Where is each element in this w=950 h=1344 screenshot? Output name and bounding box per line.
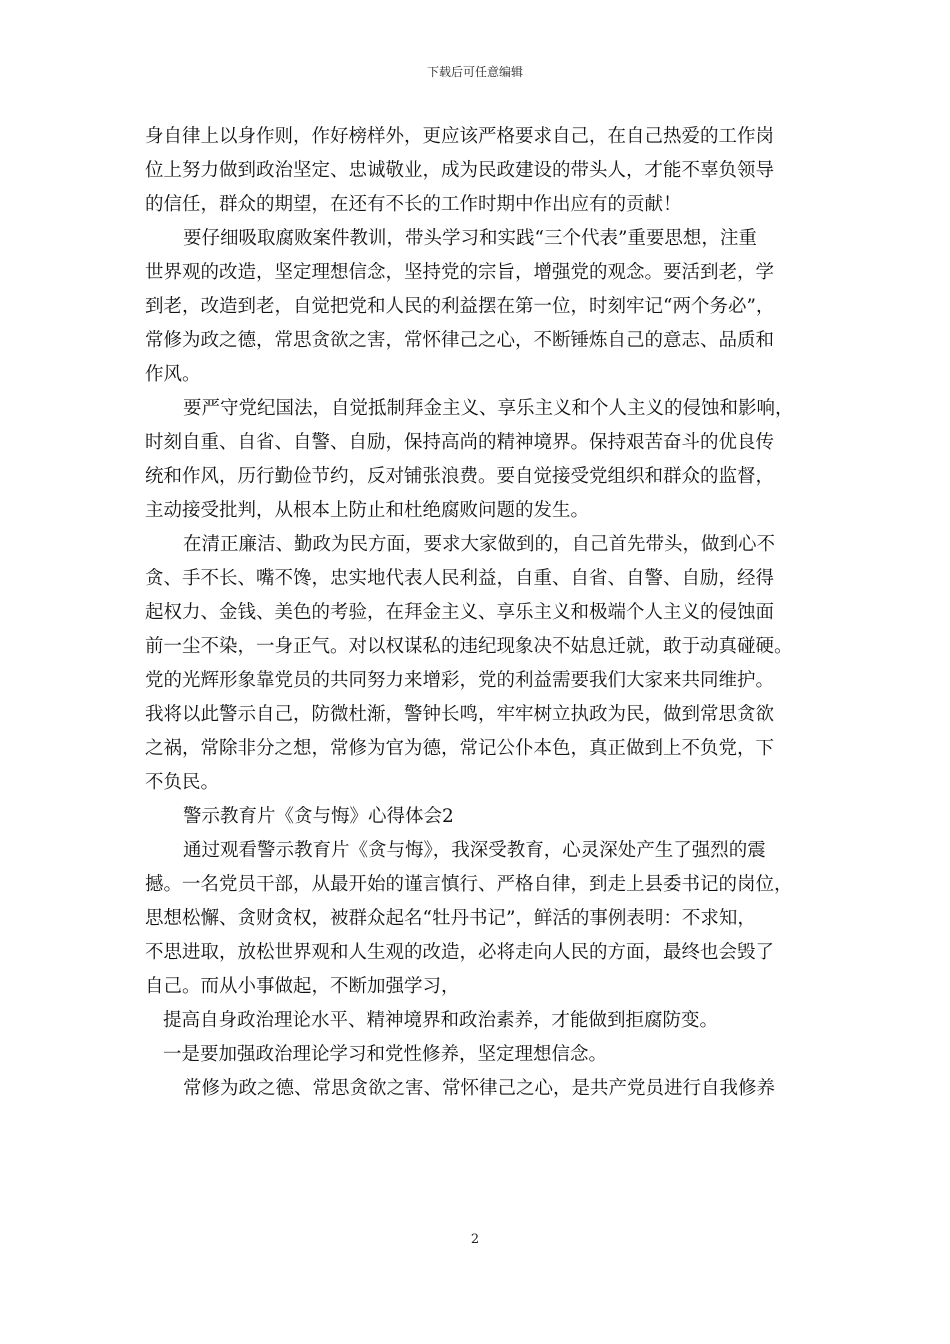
text-line: 要严守党纪国法，自觉抵制拜金主义、享乐主义和个人主义的侵蚀和影响，: [183, 398, 794, 419]
text-line: 警示教育片《贪与悔》心得体会2: [183, 806, 454, 827]
text-line: 常修为政之德、常思贪欲之害、常怀律己之心，是共产党员进行自我修养: [183, 1078, 776, 1099]
text-line: 世界观的改造，坚定理想信念，坚持党的宗旨，增强党的观念。要活到老，学: [145, 262, 775, 283]
text-line: 思想松懈、贪财贪权，被群众起名“牡丹书记”，鲜活的事例表明：不求知，: [145, 908, 756, 929]
text-line: 撼。一名党员干部，从最开始的谨言慎行、严格自律，到走上县委书记的岗位，: [145, 874, 793, 895]
text-line: 时刻自重、自省、自警、自励，保持高尚的精神境界。保持艰苦奋斗的优良传: [145, 432, 775, 453]
text-line: 通过观看警示教育片《贪与悔》，我深受教育，心灵深处产生了强烈的震: [183, 840, 766, 861]
text-line: 起权力、金钱、美色的考验，在拜金主义、享乐主义和极端个人主义的侵蚀面: [145, 602, 775, 623]
page-header: 下载后可任意编辑: [426, 65, 523, 79]
text-line: 作风。: [145, 364, 201, 385]
document-body: [145, 120, 825, 1106]
text-line: 我将以此警示自己，防微杜渐，警钟长鸣，牢牢树立执政为民，做到常思贪欲: [145, 704, 775, 725]
text-line: 在清正廉洁、勤政为民方面，要求大家做到的，自己首先带头，做到心不: [183, 534, 776, 555]
text-line: 前一尘不染，一身正气。对以权谋私的违纪现象决不姑息迁就，敢于动真碰硬。: [145, 636, 793, 657]
text-line: 常修为政之德，常思贪欲之害，常怀律己之心，不断锤炼自己的意志、品质和: [145, 330, 775, 351]
text-line: 要仔细吸取腐败案件教训，带头学习和实践“三个代表”重要思想，注重: [183, 228, 757, 249]
text-line: 提高自身政治理论水平、精神境界和政治素养，才能做到拒腐防变。: [163, 1010, 719, 1031]
text-line: 不负民。: [145, 772, 220, 793]
text-line: 贪、手不长、嘴不馋，忠实地代表人民利益，自重、自省、自警、自励，经得: [145, 568, 775, 589]
text-line: 位上努力做到政治坚定、忠诚敬业，成为民政建设的带头人，才能不辜负领导: [145, 160, 775, 181]
text-line: 之祸，常除非分之想，常修为官为德，常记公仆本色，真正做到上不负党，下: [145, 738, 775, 759]
text-line: 的信任，群众的期望，在还有不长的工作时期中作出应有的贡献！: [145, 194, 682, 215]
text-line: 主动接受批判，从根本上防止和杜绝腐败问题的发生。: [145, 500, 590, 521]
text-line: 到老，改造到老，自觉把党和人民的利益摆在第一位，时刻牢记“两个务必”，: [145, 296, 775, 317]
text-line: 不思进取，放松世界观和人生观的改造，必将走向人民的方面，最终也会毁了: [145, 942, 775, 963]
text-line: 一是要加强政治理论学习和党性修养，坚定理想信念。: [163, 1044, 608, 1065]
text-line: 自己。而从小事做起，不断加强学习，: [145, 976, 460, 997]
text-line: 统和作风，历行勤俭节约，反对铺张浪费。要自觉接受党组织和群众的监督，: [145, 466, 775, 487]
text-line: 身自律上以身作则，作好榜样外，更应该严格要求自己，在自己热爱的工作岗: [145, 126, 775, 147]
page-number: 2: [470, 1232, 480, 1247]
text-line: 党的光辉形象靠党员的共同努力来增彩，党的利益需要我们大家来共同维护。: [145, 670, 775, 691]
